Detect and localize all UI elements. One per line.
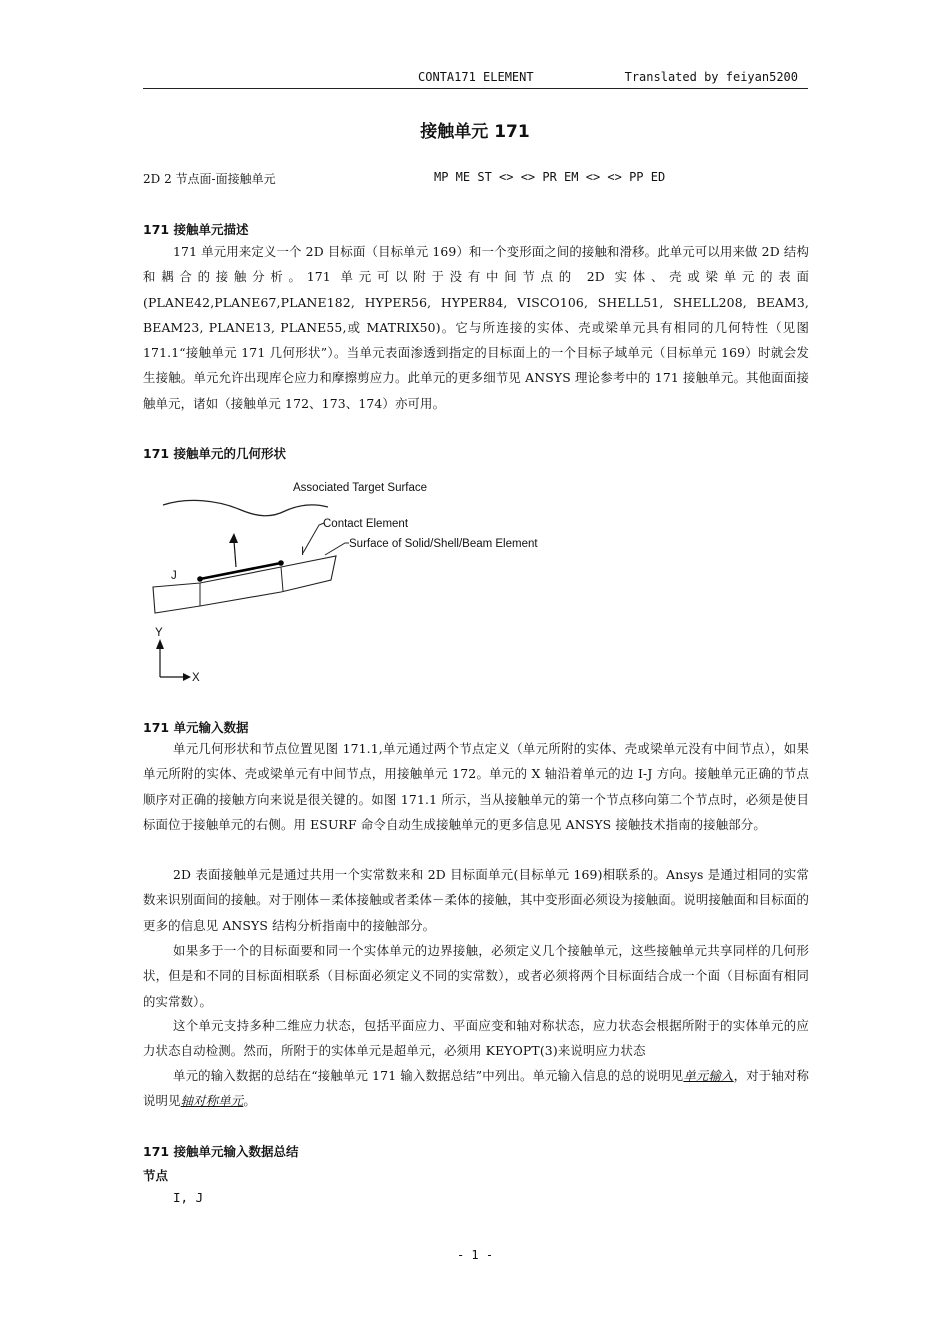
header-left: CONTA171 ELEMENT	[418, 70, 534, 84]
element-subtitle: 2D 2 节点面-面接触单元	[143, 172, 276, 186]
input-paragraph-5-text-a: 单元的输入数据的总结在“接触单元 171 输入数据总结”中列出。单元输入信息的总的说明见	[173, 1068, 684, 1083]
input-heading: 171 单元输入数据	[143, 720, 249, 735]
input-paragraph-4: 这个单元支持多种二维应力状态，包括平面应力、平面应变和轴对称状态，应力状态会根据所附于的实体单元的应力状态自动检测。然而，所附于的实体单元是超单元，必须用 KEYOPT(3)来说明应力状态	[143, 1018, 809, 1059]
normal-arrow-head	[229, 533, 238, 543]
element-geometry-figure	[143, 475, 583, 690]
node-i-label: I	[301, 546, 305, 558]
description-paragraph: 171 单元用来定义一个 2D 目标面（目标单元 169）和一个变形面之间的接触和滑移。此单元可以用来做 2D 结构和耦合的接触分析。171 单元可以附于没有中间节点的 2D 实体、壳或梁单元的表面(PLANE42,PLANE67,PLANE182, HYPER56, HYPER84, VISCO106, SHELL51, SHELL208, BEAM3, BEAM23, PLANE13, PLANE55,或 MATRIX50)。它与所连接的实体、壳或梁单元具有相同的几何特性（见图 171.1“接触单元 171 几何形状”）。当单元表面渗透到指定的目标面上的一个目标子域单元（目标单元 169）时就会发生接触。单元允许出现库仑应力和摩擦剪应力。此单元的更多细节见 ANSYS 理论参考中的 171 接触单元。其他面面接触单元，诸如（接触单元 172、173、174）亦可用。	[143, 244, 809, 411]
input-paragraph-2: 2D 表面接触单元是通过共用一个实常数来和 2D 目标面单元(目标单元 169)相联系的。Ansys 是通过相同的实常数来识别面间的接触。对于刚体－柔体接触或者柔体－柔体的接触，其中变形面必须设为接触面。说明接触面和目标面的更多的信息见 ANSYS 结构分析指南中的接触部分。	[143, 867, 809, 933]
input-paragraph-3: 如果多于一个的目标面要和同一个实体单元的边界接触，必须定义几个接触单元，这些接触单元共享同样的几何形状，但是和不同的目标面相联系（目标面必须定义不同的实常数），或者必须将两个目标面结合成一个面（目标面有相同的实常数）。	[143, 943, 809, 1009]
x-axis-arrowhead	[183, 673, 191, 681]
surface-label: Surface of Solid/Shell/Beam Element	[349, 538, 538, 550]
node-i-dot	[278, 560, 284, 566]
product-codes: MP ME ST <> <> PR EM <> <> PP ED	[434, 170, 666, 184]
contact-element-line	[200, 563, 281, 579]
description-heading: 171 接触单元描述	[143, 222, 249, 237]
normal-arrow-shaft	[234, 541, 236, 567]
x-axis-label: X	[192, 672, 200, 684]
axisymmetric-element-link[interactable]: 轴对称单元	[180, 1093, 244, 1109]
page-title: 接触单元 171	[420, 122, 530, 142]
y-axis-label: Y	[155, 627, 163, 639]
input-paragraph-5-text-c: 。	[243, 1093, 256, 1109]
header-rule	[143, 88, 808, 89]
running-header	[143, 68, 808, 88]
target-surface-label: Associated Target Surface	[293, 482, 428, 494]
node-j-label: J	[171, 570, 177, 582]
surface-leader-line	[325, 543, 349, 555]
target-surface-curve	[163, 500, 328, 515]
input-paragraph-5-text-b: ，对于轴对称说明见	[143, 1068, 810, 1109]
summary-heading: 171 接触单元输入数据总结	[143, 1144, 299, 1159]
page-number: - 1 -	[456, 1248, 494, 1262]
element-divider-2	[281, 567, 283, 591]
element-input-link[interactable]: 单元输入	[683, 1068, 734, 1083]
node-j-dot	[197, 576, 203, 582]
input-paragraph-5	[143, 1063, 809, 1114]
header-right: Translated by feiyan5200	[624, 70, 798, 84]
contact-element-label: Contact Element	[323, 518, 409, 530]
solid-element-outline	[153, 556, 336, 613]
nodes-heading: 节点	[143, 1168, 169, 1183]
nodes-list: I, J	[173, 1190, 204, 1205]
input-paragraph-1: 单元几何形状和节点位置见图 171.1,单元通过两个节点定义（单元所附的实体、壳或梁单元没有中间节点），如果单元所附的实体、壳或梁单元有中间节点，用接触单元 172。单元的 X 轴沿着单元的边 I-J 方向。接触单元正确的节点顺序对正确的接触方向来说是很关键的。如图 171.1 所示，当从接触单元的第一个节点移向第二个节点时，必须是使目标面位于接触单元的右侧。用 ESURF 命令自动生成接触单元的更多信息见 ANSYS 接触技术指南的接触部分。	[143, 741, 809, 832]
contact-leader-line	[303, 523, 324, 553]
geometry-heading: 171 接触单元的几何形状	[143, 446, 286, 461]
y-axis-arrowhead	[156, 639, 164, 649]
